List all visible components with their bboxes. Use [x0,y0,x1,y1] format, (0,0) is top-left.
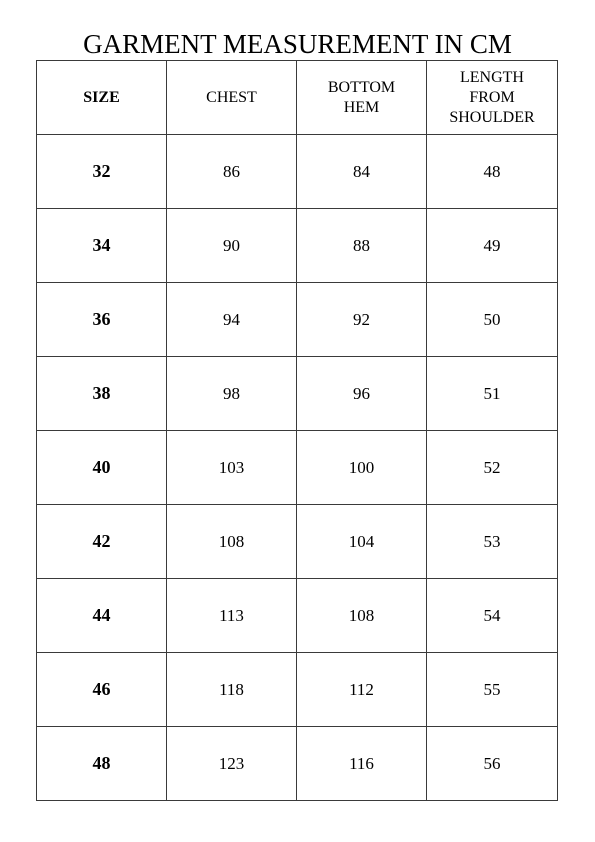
bottom-hem-cell: 112 [297,653,427,727]
size-cell: 32 [37,135,167,209]
size-cell: 44 [37,579,167,653]
chest-cell: 94 [167,283,297,357]
length-cell: 56 [427,727,558,801]
bottom-hem-cell: 116 [297,727,427,801]
bottom-hem-cell: 92 [297,283,427,357]
table-header-row [37,61,558,135]
size-cell: 46 [37,653,167,727]
header-bottom-hem-line: HEM [343,98,380,116]
table-body [37,135,558,801]
table-row [37,505,558,579]
length-cell: 55 [427,653,558,727]
header-bottom-hem [297,61,427,135]
chest-cell: 108 [167,505,297,579]
chest-cell: 113 [167,579,297,653]
bottom-hem-cell: 100 [297,431,427,505]
size-cell: 38 [37,357,167,431]
table-row [37,727,558,801]
page-title: GARMENT MEASUREMENT IN CM [83,29,512,59]
bottom-hem-cell: 108 [297,579,427,653]
header-length-line: FROM [469,88,515,106]
table-row [37,209,558,283]
length-cell: 52 [427,431,558,505]
size-cell: 42 [37,505,167,579]
chest-cell: 118 [167,653,297,727]
chest-cell: 103 [167,431,297,505]
table-row [37,357,558,431]
header-length-from-shoulder [427,61,558,135]
header-bottom-hem-line: BOTTOM [327,78,396,96]
header-length-line: LENGTH [460,68,524,86]
header-chest: CHEST [167,61,297,135]
measurement-table [36,60,558,801]
size-cell: 34 [37,209,167,283]
length-cell: 53 [427,505,558,579]
length-cell: 49 [427,209,558,283]
chest-cell: 123 [167,727,297,801]
length-cell: 54 [427,579,558,653]
table-row [37,283,558,357]
bottom-hem-cell: 96 [297,357,427,431]
size-cell: 36 [37,283,167,357]
size-cell: 40 [37,431,167,505]
table-row [37,653,558,727]
size-cell: 48 [37,727,167,801]
table-row [37,431,558,505]
length-cell: 51 [427,357,558,431]
header-length-line: SHOULDER [449,108,535,126]
bottom-hem-cell: 104 [297,505,427,579]
chest-cell: 90 [167,209,297,283]
table-row [37,579,558,653]
bottom-hem-cell: 84 [297,135,427,209]
length-cell: 48 [427,135,558,209]
table-row [37,135,558,209]
bottom-hem-cell: 88 [297,209,427,283]
chest-cell: 86 [167,135,297,209]
header-size: SIZE [37,61,167,135]
chest-cell: 98 [167,357,297,431]
length-cell: 50 [427,283,558,357]
